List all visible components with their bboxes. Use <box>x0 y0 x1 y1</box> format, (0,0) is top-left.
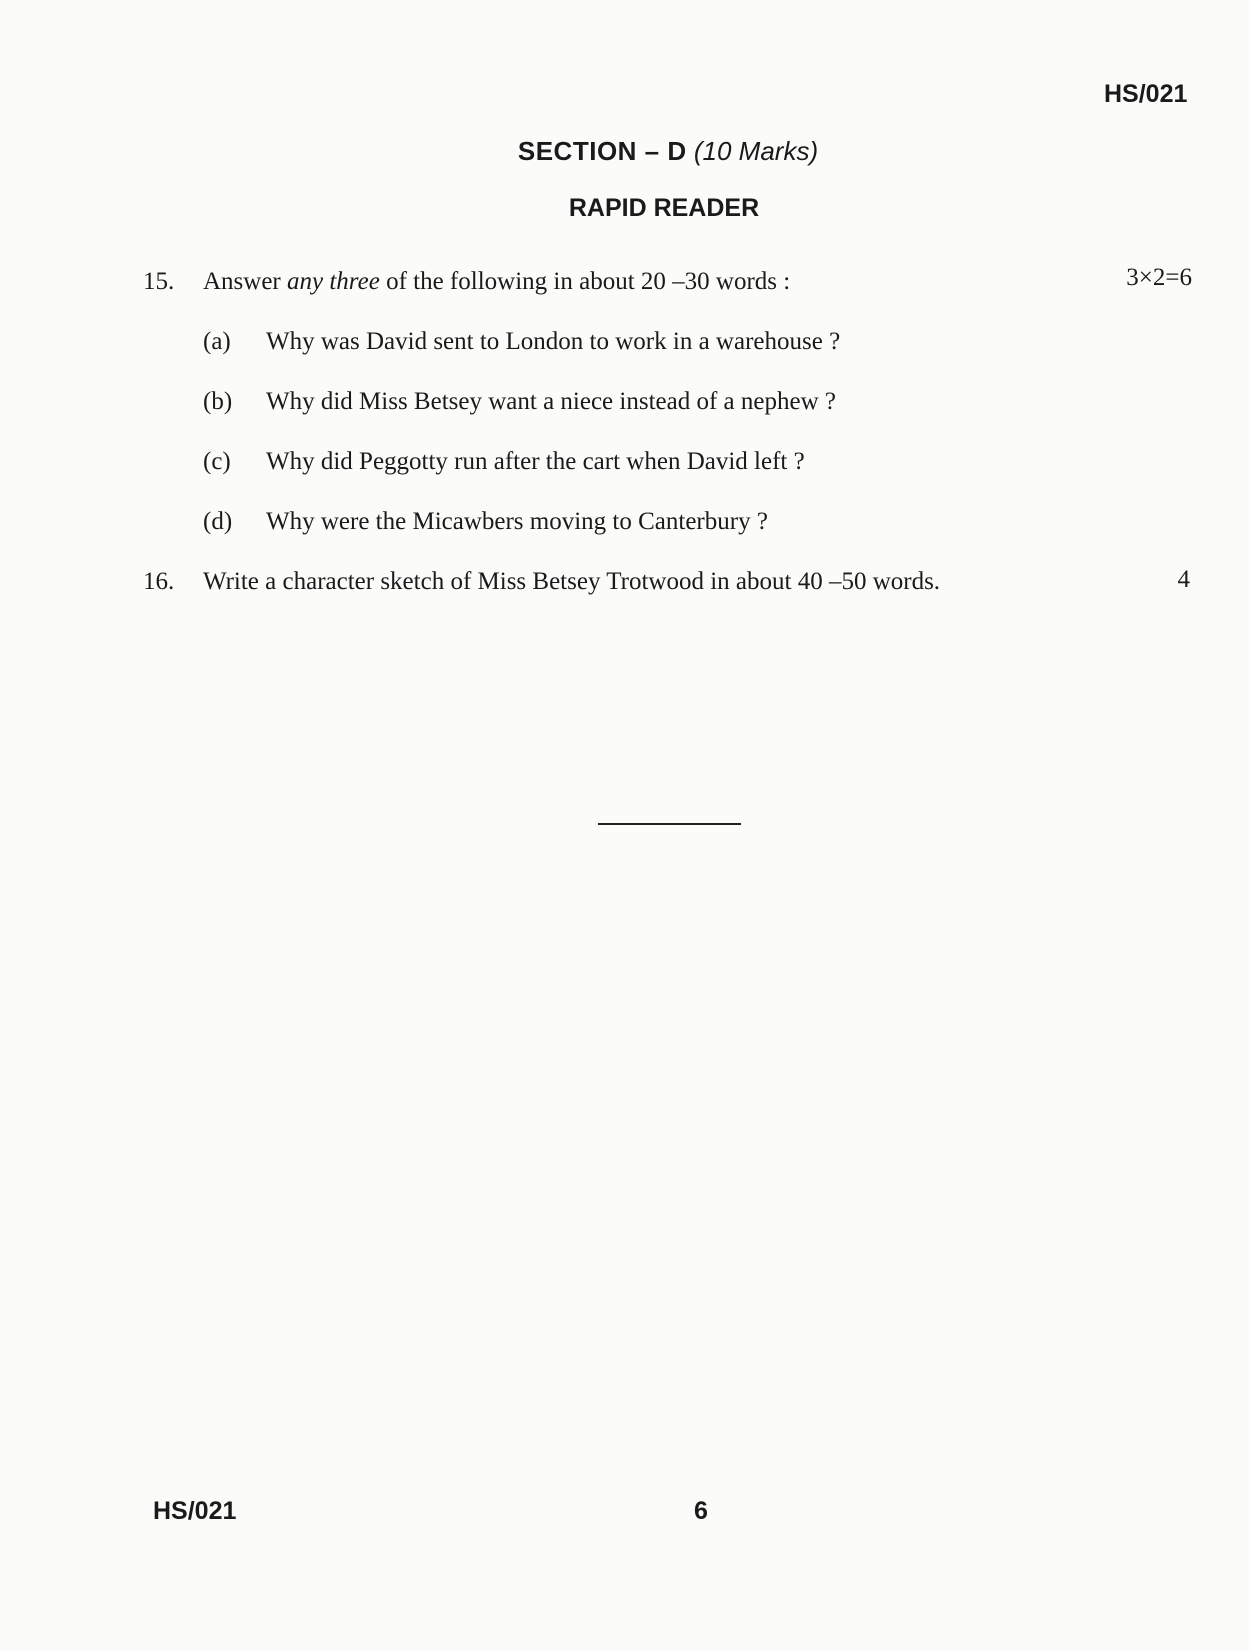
section-marks: (10 Marks) <box>693 136 819 166</box>
question-number: 15. <box>143 268 175 295</box>
section-label: SECTION – D <box>517 136 687 166</box>
question-15-marks: 3×2=6 <box>1126 264 1192 291</box>
question-15-part-b <box>0 388 1250 422</box>
part-label: (d) <box>203 508 233 535</box>
question-text: Write a character sketch of Miss Betsey Trotwood in about 40 –50 words. <box>203 568 941 595</box>
section-title <box>0 136 1250 167</box>
question-emphasis: any three <box>287 268 380 295</box>
question-15-part-c <box>0 448 1250 482</box>
question-15 <box>0 268 1250 302</box>
part-text: Why did Peggotty run after the cart when David left ? <box>266 448 805 475</box>
page-number: 6 <box>694 1497 708 1525</box>
question-16-marks: 4 <box>1177 566 1190 593</box>
part-label: (c) <box>203 448 231 475</box>
paper-code-header: HS/021 <box>1104 80 1188 108</box>
paper-code-footer: HS/021 <box>153 1497 237 1525</box>
part-text: Why did Miss Betsey want a niece instead of a nephew ? <box>266 388 836 415</box>
question-16 <box>0 568 1250 602</box>
part-label: (a) <box>203 328 231 355</box>
question-number: 16. <box>143 568 175 595</box>
question-15-part-d <box>0 508 1250 542</box>
question-15-part-a <box>0 328 1250 362</box>
part-text: Why was David sent to London to work in a warehouse ? <box>266 328 841 355</box>
section-subtitle: RAPID READER <box>568 194 760 222</box>
end-divider <box>598 823 741 825</box>
part-label: (b) <box>203 388 233 415</box>
question-text: Answer any three of the following in about 20 –30 words : <box>203 268 791 295</box>
part-text: Why were the Micawbers moving to Canterbury ? <box>266 508 768 535</box>
